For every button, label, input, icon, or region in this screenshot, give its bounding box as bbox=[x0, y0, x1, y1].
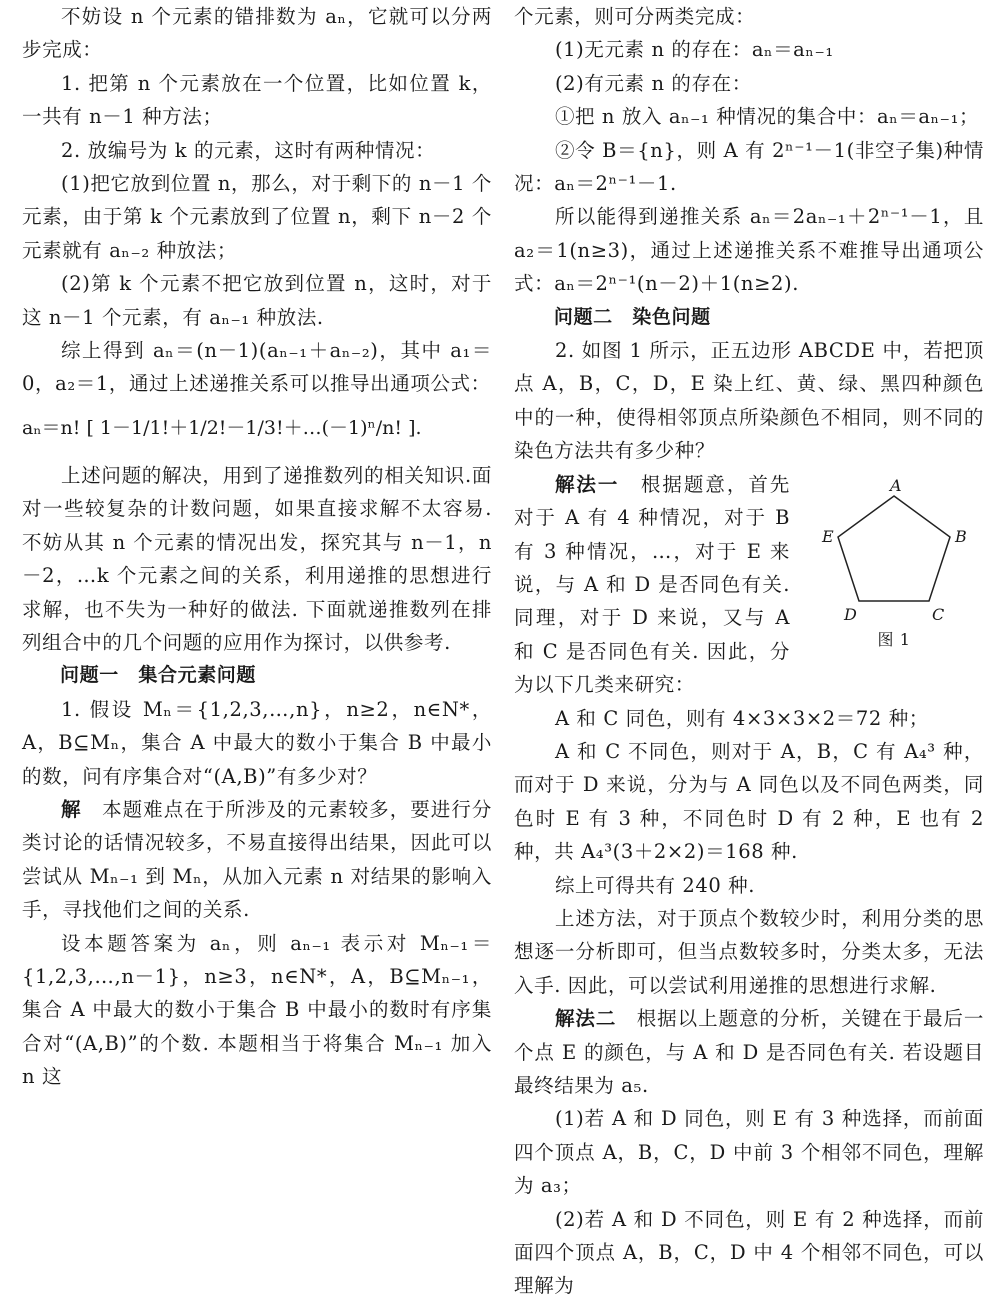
paragraph-case-1: (1)把它放到位置 n，那么，对于剩下的 n－1 个元素，由于第 k 个元素放到了位置 n，剩下 n－2 个元素就有 aₙ₋₂ 种放法； bbox=[22, 172, 492, 262]
paragraph-step-2: 2. 放编号为 k 的元素，这时有两种情况： bbox=[61, 138, 436, 162]
heading-problem-1: 问题一 集合元素问题 bbox=[60, 664, 257, 687]
paragraph-method-remark: 上述方法，对于顶点个数较少时，利用分类的思想逐一分析即可，但当点数较多时，分类太多，无法入手. 因此，可以尝试利用递推的思想进行求解. bbox=[514, 906, 984, 997]
paragraph-recurrence: 综上得到 aₙ＝(n－1)(aₙ₋₁＋aₙ₋₂)，其中 a₁＝0，a₂＝1，通过上述递推关系可以推导出通项公式： bbox=[22, 339, 492, 396]
paragraph-recurrence-result: 所以能得到递推关系 aₙ＝2aₙ₋₁＋2ⁿ⁻¹－1，且 a₂＝1(n≥3)，通过上述递推关系不难推导出通项公式：aₙ＝2ⁿ⁻¹(n－2)＋1(n≥2). bbox=[514, 205, 984, 296]
paragraph-total: 综上可得共有 240 种. bbox=[554, 873, 756, 897]
paragraph-case-2: (2)第 k 个元素不把它放到位置 n，这时，对于这 n－1 个元素，有 aₙ₋₁ 种放法. bbox=[22, 272, 492, 329]
paragraph-case-no-n: (1)无元素 n 的存在：aₙ＝aₙ₋₁ bbox=[554, 38, 834, 62]
paragraph-subcase-2: ②令 B＝{n}，则 A 有 2ⁿ⁻¹－1(非空子集)种情况：aₙ＝2ⁿ⁻¹－1. bbox=[514, 138, 984, 196]
figure-caption: 图 1 bbox=[877, 629, 911, 649]
pentagon-shape bbox=[838, 496, 950, 601]
right-column bbox=[514, 0, 984, 1298]
heading-problem-2: 问题二 染色问题 bbox=[553, 305, 711, 328]
paragraph-solution bbox=[22, 793, 492, 927]
paragraph-derangement-intro: 不妨设 n 个元素的错排数为 aₙ，它就可以分两步完成： bbox=[22, 5, 492, 62]
paragraph-same-color: A 和 C 同色，则有 4×3×3×2＝72 种； bbox=[554, 706, 929, 730]
pentagon-figure bbox=[819, 474, 969, 624]
paragraph-continuation: 个元素，则可分两类完成： bbox=[514, 5, 756, 28]
method-2-text: 根据以上题意的分析，关键在于最后一个点 E 的颜色，与 A 和 D 是否同色有关. 若设题目最终结果为 a₅. bbox=[514, 1007, 984, 1097]
paragraph-diff-color: A 和 C 不同色，则对于 A，B，C 有 A₄³ 种，而对于 D 来说，分为与 A 同色以及不同色两类，同色时 E 有 3 种，不同色时 D 有 2 种，E 也有 2 种，共 A₄³(3＋2×2)＝168 种. bbox=[514, 739, 984, 864]
paragraph-set-answer: 设本题答案为 aₙ，则 aₙ₋₁ 表示对 Mₙ₋₁＝{1,2,3,…,n－1}，n≥3，n∈N*，A，B⊆Mₙ₋₁，集合 A 中最大的数小于集合 B 中最小的数时有序集合对“(A,B)”的个数. 本题相当于将集合 Mₙ₋₁ 加入 n 这 bbox=[22, 931, 492, 1089]
paragraph-subcase-1: ①把 n 放入 aₙ₋₁ 种情况的集合中：aₙ＝aₙ₋₁； bbox=[554, 105, 980, 129]
vertex-label-a: A bbox=[890, 475, 903, 495]
paragraph-method-2 bbox=[514, 1002, 984, 1102]
method-1-label: 解法一 bbox=[554, 472, 620, 496]
method-2-label: 解法二 bbox=[554, 1007, 617, 1031]
paragraph-problem-1: 1. 假设 Mₙ＝{1,2,3,…,n}，n≥2，n∈N*，A，B⊆Mₙ，集合 A 中最大的数小于集合 B 中最小的数，问有序集合对“(A,B)”有多少对？ bbox=[22, 697, 492, 788]
vertex-label-c: C bbox=[932, 604, 945, 624]
vertex-label-b: B bbox=[955, 526, 968, 546]
vertex-label-e: E bbox=[822, 526, 835, 546]
paragraph-method-2-case-2: (2)若 A 和 D 不同色，则 E 有 2 种选择，而前面四个顶点 A，B，C，D 中 4 个相邻不同色，可以理解为 bbox=[514, 1207, 984, 1298]
method-1-text: 根据题意，首先对于 A 有 4 种情况，对于 B 有 3 种情况，…，对于 E 来说，与 A 和 D 是否同色有关. 同理，对于 D 来说，又与 A 和 C 是否同色有关. 因此，分为以下几类来研究： bbox=[514, 472, 790, 697]
derangement-formula: aₙ＝n! [ 1－1/1!＋1/2!－1/3!＋…(－1)ⁿ/n! ]. bbox=[22, 416, 422, 439]
paragraph-problem-2: 2. 如图 1 所示，正五边形 ABCDE 中，若把顶点 A，B，C，D，E 染上红、黄、绿、黑四种颜色中的一种，使得相邻顶点所染颜色不相同，则不同的染色方法共有多少种？ bbox=[514, 339, 984, 463]
solution-label: 解 bbox=[61, 797, 82, 821]
paragraph-case-has-n: (2)有元素 n 的存在： bbox=[554, 71, 752, 95]
vertex-label-d: D bbox=[844, 604, 858, 624]
left-column bbox=[22, 0, 492, 1109]
paragraph-method-2-case-1: (1)若 A 和 D 同色，则 E 有 3 种选择，而前面四个顶点 A，B，C，D 中前 3 个相邻不同色，理解为 a₃； bbox=[514, 1107, 984, 1198]
solution-text: 本题难点在于所涉及的元素较多，要进行分类讨论的话情况较多，不易直接得出结果，因此可以尝试从 Mₙ₋₁ 到 Mₙ，从加入元素 n 对结果的影响入手，寻找他们之间的关系. bbox=[22, 797, 492, 922]
paragraph-summary: 上述问题的解决，用到了递推数列的相关知识.面对一些较复杂的计数问题，如果直接求解不太容易. 不妨从其 n 个元素的情况出发，探究其与 n－1，n－2，…k 个元素之间的关系，利用递推的思想进行求解，也不失为一种好的做法. 下面就递推数列在排列组合中的几个问题的应用作为探讨，以供参考. bbox=[22, 463, 492, 654]
paragraph-step-1: 1. 把第 n 个元素放在一个位置，比如位置 k，一共有 n－1 种方法； bbox=[22, 71, 492, 129]
figure-1 bbox=[804, 474, 984, 674]
